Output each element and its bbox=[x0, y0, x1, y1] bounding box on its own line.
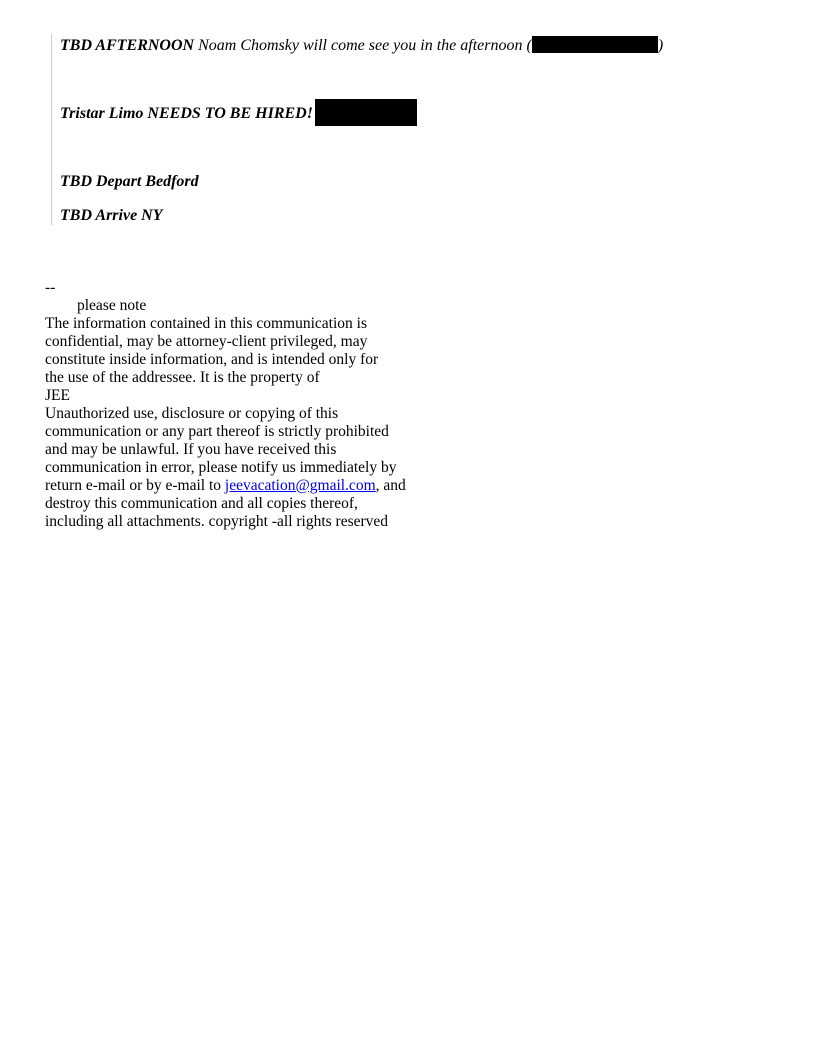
itinerary-label: TBD AFTERNOON bbox=[60, 37, 195, 54]
email-link[interactable]: jeevacation@gmail.com bbox=[224, 477, 376, 494]
email-signature-disclaimer bbox=[45, 279, 465, 531]
disclaimer-line: communication or any part thereof is strictly prohibited bbox=[45, 423, 389, 440]
disclaimer-line: confidential, may be attorney-client privileged, may bbox=[45, 333, 368, 350]
signature-note: please note bbox=[77, 297, 147, 314]
redaction-box bbox=[532, 36, 658, 53]
disclaimer-line: the use of the addressee. It is the property of bbox=[45, 369, 320, 386]
disclaimer-line: and may be unlawful. If you have received this bbox=[45, 441, 337, 458]
disclaimer-line: communication in error, please notify us immediately by bbox=[45, 459, 397, 476]
disclaimer-line: destroy this communication and all copies thereof, bbox=[45, 495, 358, 512]
disclaimer-line: constitute inside information, and is intended only for bbox=[45, 351, 379, 368]
disclaimer-line: JEE bbox=[45, 387, 70, 404]
email-suffix: , and bbox=[375, 477, 406, 494]
itinerary-line-limo bbox=[60, 103, 417, 126]
itinerary-line-depart bbox=[60, 171, 199, 193]
quoted-itinerary bbox=[51, 34, 752, 225]
disclaimer-email-line bbox=[45, 477, 465, 495]
itinerary-depart-text: TBD Depart Bedford bbox=[60, 173, 199, 190]
disclaimer-line: The information contained in this communication is bbox=[45, 315, 367, 332]
email-prefix: return e-mail or by e-mail to bbox=[45, 477, 225, 494]
itinerary-line-afternoon bbox=[60, 35, 663, 57]
itinerary-text: Noam Chomsky will come see you in the afternoon ( bbox=[198, 37, 532, 54]
itinerary-limo-text: Tristar Limo NEEDS TO BE HIRED! bbox=[60, 105, 313, 123]
itinerary-close-paren: ) bbox=[657, 37, 664, 54]
signature-separator: -- bbox=[45, 279, 56, 296]
itinerary-line-arrive bbox=[60, 205, 163, 227]
disclaimer-line: Unauthorized use, disclosure or copying of this bbox=[45, 405, 339, 422]
itinerary-arrive-text: TBD Arrive NY bbox=[60, 207, 163, 224]
disclaimer-line: including all attachments. copyright -all rights reserved bbox=[45, 513, 389, 530]
redaction-box bbox=[315, 99, 417, 126]
